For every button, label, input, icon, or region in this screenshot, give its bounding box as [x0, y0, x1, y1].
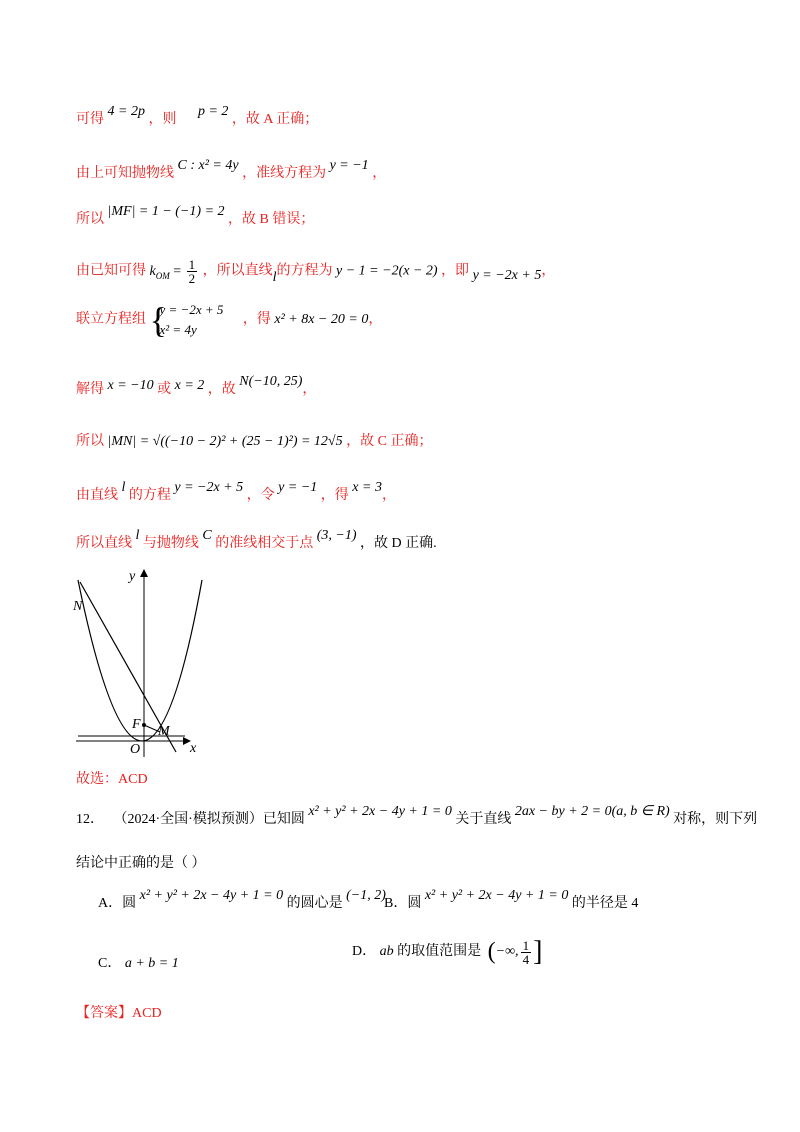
text: 所以直线: [76, 536, 132, 551]
solution-line-8: [76, 480, 396, 504]
text: ，: [372, 166, 387, 181]
equation-system: [150, 300, 224, 340]
label-F: F: [132, 717, 141, 732]
conclusion-text: 故选：ACD: [76, 772, 148, 787]
math: k: [149, 263, 156, 279]
label-M: M: [158, 724, 170, 739]
option-label: C．: [98, 956, 122, 971]
solution-line-3: [76, 204, 315, 228]
math: 4 = 2p: [107, 104, 145, 119]
text: 的方程: [128, 488, 171, 503]
math: C : x² = 4y: [177, 158, 239, 173]
option-text: 的取值范围是: [397, 944, 482, 960]
label-N: N: [73, 599, 83, 614]
math: x² = 4y: [159, 322, 197, 337]
solution-line-4: [76, 258, 555, 285]
math: x² + y² + 2x − 4y + 1 = 0: [424, 888, 569, 903]
math: N(−10, 25): [239, 374, 303, 389]
answer-line: [76, 1002, 162, 1022]
text: ，: [381, 488, 396, 503]
solution-line-1: [76, 104, 319, 128]
question-text: 对称，则下列: [673, 812, 758, 827]
text: 的方程为: [276, 263, 333, 279]
text: ，准线方程为: [242, 166, 327, 181]
math: |MN| = √((−10 − 2)² + (25 − 1)²) = 12√5: [107, 434, 343, 449]
text: ，得: [320, 488, 349, 503]
question-number: 12．: [76, 812, 104, 827]
math: (−1, 2): [346, 888, 386, 903]
math: =: [173, 263, 182, 279]
math: l: [272, 269, 277, 285]
question-line-1: [76, 804, 758, 828]
question-text: （2024·全国·模拟预测）已知圆: [113, 812, 305, 827]
math: 2ax − by + 2 = 0(a, b ∈ R): [514, 804, 670, 819]
text: ，故 A 正确；: [231, 112, 319, 127]
solution-line-5: [76, 300, 382, 340]
text: 解得: [76, 382, 104, 397]
question-line-2: 结论中正确的是（ ）: [76, 856, 206, 871]
math: y = −2x + 5: [472, 267, 542, 283]
text: 可得: [76, 112, 104, 127]
text: 联立方程组: [76, 312, 146, 328]
math: ab: [379, 944, 394, 960]
option-D: [352, 936, 545, 968]
math: x = −10: [107, 378, 154, 393]
math: l: [135, 528, 140, 543]
text: ，: [302, 382, 317, 397]
answer-value: ACD: [132, 1006, 162, 1021]
label-x: x: [190, 741, 197, 756]
option-label: D．: [352, 944, 377, 960]
option-C: [98, 952, 179, 972]
brace: {: [149, 300, 167, 340]
math-subscript: OM: [155, 270, 170, 281]
solution-line-6: [76, 374, 317, 398]
option-label: A．圆: [98, 896, 137, 911]
text: ，: [541, 263, 556, 279]
text: ，故 D 正确.: [360, 536, 437, 551]
text: 或: [157, 382, 172, 397]
label-O: O: [130, 742, 141, 757]
math: |MF| = 1 − (−1) = 2: [107, 204, 225, 219]
question-text: 关于直线: [455, 812, 512, 827]
math: l: [121, 480, 126, 495]
solution-line-9: [76, 528, 437, 552]
focus-point: [142, 723, 146, 727]
text: ，故 C 正确；: [346, 434, 433, 449]
math: C: [202, 528, 212, 543]
solution-line-2: [76, 158, 387, 182]
option-label: B．圆: [384, 896, 422, 911]
math: a + b = 1: [124, 956, 179, 971]
math: y = −2x + 5: [159, 302, 224, 317]
math: x = 3: [352, 480, 382, 495]
math: x² + y² + 2x − 4y + 1 = 0: [139, 888, 284, 903]
label-y: y: [129, 569, 136, 584]
math: y = −1: [278, 480, 318, 495]
solution-line-7: [76, 430, 432, 450]
text: 由上可知抛物线: [76, 166, 174, 181]
option-text: 的半径是 4: [571, 896, 639, 911]
math: p = 2: [197, 104, 229, 119]
text: 所以: [76, 434, 104, 449]
fraction: $\frac{1}{2}$: [188, 257, 196, 286]
text: 由直线: [76, 488, 118, 503]
option-text: 的圆心是: [286, 896, 343, 911]
math: y = −2x + 5: [174, 480, 244, 495]
parabola-figure: [70, 562, 210, 762]
math: x² + 8x − 20 = 0: [274, 312, 369, 328]
option-B: [384, 888, 639, 912]
text: ，故: [207, 382, 236, 397]
text: 由已知可得: [76, 263, 146, 279]
option-A: [98, 888, 386, 912]
math: (3, −1): [316, 528, 357, 543]
text: ，所以直线: [202, 263, 273, 279]
text: 的准线相交于点: [215, 536, 314, 551]
text: ，: [368, 312, 383, 328]
answer-label: 【答案】: [76, 1006, 132, 1021]
text: ，故 B 错误；: [228, 212, 315, 227]
text: ，令: [246, 488, 275, 503]
text: 所以: [76, 212, 104, 227]
text: ，即: [441, 263, 470, 279]
math: x = 2: [174, 378, 205, 393]
math: x² + y² + 2x − 4y + 1 = 0: [308, 804, 452, 819]
math: y = −1: [329, 158, 369, 173]
interval: (−∞, $\frac{1}{4}$ ]: [487, 936, 543, 967]
text: ，得: [242, 312, 271, 328]
text: ，则: [148, 112, 177, 127]
math: y − 1 = −2(x − 2): [336, 263, 438, 279]
text: 与抛物线: [142, 536, 199, 551]
